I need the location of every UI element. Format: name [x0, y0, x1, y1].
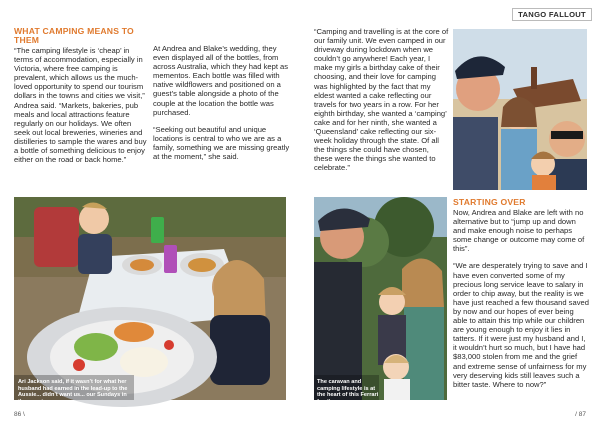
photo-caption: Ari Jackson said, if it wasn’t for what her husband had earned in the lead-up to the Aussie... didn’t want us... our Sundays in the country... [18, 379, 128, 405]
body-paragraph: At Andrea and Blake’s wedding, they even displayed all of the bottles, from across Australia, which they had kept as mementos. Each bottle was filled with native wildflowers and positioned on a guest’s table alongside a photo of the couple at the location the bottle was purchased. [153, 44, 289, 117]
body-paragraph: “Camping and travelling is at the core of our family unit. We even camped in our driveway during lockdown when we couldn’t go anywhere! Each year, I make my girls a birthday cake of their choosing, and their love for camping was highlighted by the fact that my eldest wanted a cake reflecting our travels for two years in a row. For her eighth birthday, she wanted a ‘camping’ cake and for her ninth, she wanted a ‘Queensland’ cake reflecting our six-week holiday through the state. Of all the things she could have chosen, these were the things she wanted to celebrate.” [314, 27, 449, 173]
family-selfie-photo [453, 29, 587, 190]
body-paragraph: “The camping lifestyle is ‘cheap’ in terms of accommodation, especially in Victoria, where free camping is prevalent, which allows us the much-loved opportunity to spend our tourism dollars in the towns and cities we visit,” Andrea said. “Markets, bakeries, pub meals and local attractions feature regularly on our holidays. We often seek out local breweries, wineries and distilleries to sample the wares and buy a bottle of something delicious to enjoy either on the road or back home.” [14, 46, 147, 165]
left-column-2 [153, 44, 291, 169]
body-paragraph: “Seeking out beautiful and unique locations is central to who we are as a family, something we are missing greatly at the moment,” she said. [153, 124, 290, 162]
family-picnic-photo [14, 197, 286, 405]
right-column-1 [314, 27, 449, 181]
page-number-right: / 87 [575, 411, 586, 418]
photo-caption: The caravan and camping lifestyle is at the heart of this Ferrari family. [317, 379, 379, 405]
body-paragraph: “We are desperately trying to save and I have even converted some of my precious long service leave to salary in order to chip away, but the reality is we have just reached a few thousand saved by now and our hopes of ever being able to attain this trip while our children are young enough to enjoy it lies in tatters. If it were just my husband and I, it wouldn’t hurt so much, but I have had $83,000 stolen from me and the grief and extreme sense of unfairness for my very deserving kids still leaves such a bitter taste. Where to now?” [453, 261, 589, 389]
section-heading-camping: WHAT CAMPING MEANS TO THEM [14, 26, 134, 45]
page-number-left: 86 \ [14, 411, 25, 418]
right-column-2 [453, 198, 590, 397]
left-column-1 [14, 27, 149, 172]
section-heading-starting-over: STARTING OVER [453, 197, 526, 207]
body-paragraph: Now, Andrea and Blake are left with no alternative but to “jump up and down and make enough noise to perhaps some change or outcome may come of this”. [453, 208, 585, 254]
section-tag: TANGO FALLOUT [512, 8, 592, 21]
family-bush-photo [314, 197, 447, 405]
